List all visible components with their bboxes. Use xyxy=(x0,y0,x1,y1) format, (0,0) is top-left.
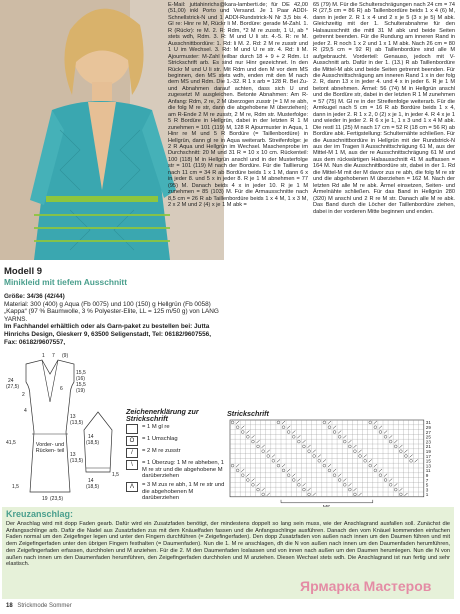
chart-row-label: 7 xyxy=(425,477,429,483)
schema-top-label-3: 15,5 xyxy=(76,370,86,376)
garment-schema xyxy=(4,352,122,502)
chart-row-label: 13 xyxy=(425,463,431,469)
schema-top-label-1: 1 xyxy=(42,353,45,359)
footer-brand: Strickmode Sommer xyxy=(17,603,72,609)
schema-side-label-9: 41,5 xyxy=(6,440,16,446)
chart-row-label: 17 xyxy=(425,453,431,459)
sleeve-label-4: (18,5) xyxy=(86,484,100,490)
legend-symbol-knit xyxy=(126,424,138,434)
legend-symbol-yarnover: O xyxy=(126,436,138,446)
legend-title: Zeichenerklärung zur Strickschrift xyxy=(126,407,199,423)
schema-center-label: Vorder- und Rücken- teil xyxy=(35,442,65,454)
schema-top-label-4: (9) xyxy=(62,353,69,359)
material-line: Material: 300 (400) g Aqua (Fb 0075) und 100 (150) g Hellgrün (Fb 0058) „Kappa“ (97 % Baumwolle, 3 % Polyester-Elite, LL = 125 m/50 g) von LANG YARNS. xyxy=(4,300,219,323)
schema-top-label-2: 7 xyxy=(52,353,55,359)
chart-row-label: 5 xyxy=(425,482,429,488)
legend-text: = 1 Umschlag xyxy=(142,436,178,443)
legend-item xyxy=(126,482,226,502)
schema-side-label-4: 15,5 xyxy=(76,382,86,388)
schema-side-label-1: 24 xyxy=(8,378,14,384)
chart-row-label: 23 xyxy=(425,439,431,445)
schema-side-label-8: (13,5) xyxy=(70,420,84,426)
schema-side-label-7: 13 xyxy=(70,414,76,420)
shop-line: Im Fachhandel erhältlich oder als Garn-paket zu bestellen bei: Jutta Hinrichs Design, Gieskerr 9, 63500 Seligenstadt, Tel: 06182/9607556, Fax: 06182/9607557, xyxy=(4,323,211,346)
schema-side-label-5: (19) xyxy=(76,388,85,394)
schema-side-label-2: (27,5) xyxy=(6,384,20,390)
kreuzanschlag-title: Kreuzanschlag: xyxy=(6,509,74,519)
watermark: Ярмарка Мастеров xyxy=(300,578,432,594)
stitch-chart xyxy=(228,418,454,508)
legend-text: = 3 M zus re abh, 1 M re str und die abgehobenen M darüberziehen xyxy=(142,481,225,502)
size-line: Größe: 34/36 (42/44) xyxy=(4,293,65,300)
chart-row-label: 31 xyxy=(425,420,431,426)
chart-title: Strickschrift xyxy=(227,409,269,418)
kreuzanschlag-text: Der Anschlag wird mit dopp Faden gearb. Dafür wird ein Zusatzfaden benötigt, der mindestens doppelt so lang sein muss, wie der Anschlagrand ausfallen soll. Zunächst die Anfangsschlinge arb. Dafür die Nadel aus Zusatzfaden zus mit dem Knäuelfaden fassen und die Anfangsschlinge ausführen. Danach den vom Knäuel kommenden einfachen Faden normal um den Zeigefinger legen und unter den Fingern durchführen (= Zeigefingerfaden). Den dopp Zusatzfaden von außen nach innen um den Daumen führen und mit dem Zeigefingerfaden unter den übrigen Fingern festhalten (= Daumenfaden). Nun die 1. M re anschlagen, dh die N von außen nach innen um den Daumenfaden herumführen, den Zeigefingerfaden erfassen, durchholen und M anziehen. Für die 2. M den Daumenfaden loslassen und von innen nach außen um den Daumen herumlegen. Nun die N von außen nach innen um den Daumenfaden herumführen, den Zeigefingerfaden durchholen und M anziehen. Diesen Wechsel stets wdh. Die Anschlagrand ist nun fertig und sehr elastisch. xyxy=(6,521,450,568)
page-footer xyxy=(6,603,72,609)
chart-row-label: 21 xyxy=(425,444,431,450)
schema-side-label-10: 13 xyxy=(70,452,76,458)
sleeve-label-1: 14 xyxy=(88,434,94,440)
schema-bottom-label-3: 6 xyxy=(60,386,63,392)
model-title: Modell 9 xyxy=(4,266,43,277)
chart-row-label: 1 xyxy=(425,492,429,498)
left-text-block xyxy=(4,266,224,346)
legend-text: = 2 M re zusstr xyxy=(142,448,181,455)
schema-side-label-3: 2 xyxy=(22,392,25,398)
chart-row-label: 3 xyxy=(425,487,429,493)
schema-bottom-label-1: 19 xyxy=(42,496,48,502)
chart-ms-bracket xyxy=(281,500,373,503)
schema-side-label-6: 4 xyxy=(24,408,27,414)
page-number: 18 xyxy=(6,603,13,609)
schema-side-label-11: (13,5) xyxy=(70,458,84,464)
chart-row-label: 11 xyxy=(425,468,431,474)
chart-row-label: 19 xyxy=(425,449,431,454)
schema-side-label-12: 1,5 xyxy=(12,484,19,490)
legend xyxy=(126,409,226,502)
legend-symbol-skp: \ xyxy=(126,460,138,470)
sleeve-label-2: (18,5) xyxy=(86,440,100,446)
sleeve-label-5: 1,5 xyxy=(112,472,119,478)
chart-row-label: 9 xyxy=(425,473,429,478)
legend-symbol-k2tog: / xyxy=(126,448,138,458)
schema-bottom-label-2: (23,5) xyxy=(50,496,64,502)
schema-top-label-5: (16) xyxy=(76,376,85,382)
legend-item xyxy=(126,436,226,446)
instruction-column-2: 65 (79) M. Für die Schulterschrägungen nach 24 cm = 74 R (27,5 cm = 86 R) ab Taillenbordüre beids 1 x 4 (6) M, dann in jeder 2. R 1 x 4 und 2 x je 5 (3 x je 5) M abk. Gleichzeitig mit der 1. Schulterabnahme für den Halsausschnitt die mittl 31 M abk und beide Seiten getrennt beenden. Für die Rundung am inneren Rand in jeder 2. R noch 1 x 2 und 1 x 1 M abk. Nach 26 cm = 80 R (29,5 cm = 92 R) ab Taillenbordüre sind alle M aufgebraucht. Vorderteil: Genauso, jedoch mit V-Ausschnitt arb. Dafür in der 1. (13.) R ab Taillenbordüre die Mittel-M abk und beide Seiten getrennt beenden. Für die Ausschnittschrägung am inneren Rand 1 x in der folg 2. R, dann 13 x in jeder 4. und 4 x in jeder 6. R je 1 M betont abnehmen. Ärmel: 56 (74) M in Hellgrün anschl und die Bordüre str, dabei in der letzten R 1 M zunehmen = 57 (75) M. Gl re in der Streifenfolge weiterarb. Für die Armkugel nach 5 cm = 16 R ab Bordüre beids 1 x 4, dann in jeder 2. R 1 x 2, 0 (2) x je 1, in jeder 4. R 4 x je 1 und wieder in jeder 2. R 6 x je 1, 1 x 3 und 1 x 4 M abk. Die restl 11 (25) M nach 17 cm = 52 R (18 cm = 56 R) ab Bordüre abk. Fertigstellung: Schulternähte schließen. Für die Ausschnittbordüre in Hellgrün mit der Rundstrick-N aus der im Tragen li Ausschnittschrägung 61 M, aus der Mittel-M 1 M, aus der re Ausschnittschrägung 61 M und aus dem rückwärtigen Halsausschnitt 41 M auffassen = 164 M. Nun die Ausschnittbordüre str, dabei in der 1. Rd die Mittel-M mit der M davor zus re abh, die folg M re str und die abgehobenen M überziehen = 162 M. Nach der letzten Rd alle M re abk. Ärmel einsetzen, Seiten- und Ärmelnähte schließen. Für das Band in Hellgrün 280 (320) M anschl und 2 R re M str. Danach alle M re abk. Das Band durch die Löcher der Taillenbordüre ziehen, dabei in der vorderen Mitte beginnen und enden. xyxy=(313,2,455,215)
legend-item xyxy=(126,448,226,458)
legend-text: = 1 Überzug: 1 M re abheben, 1 M re str und die abgehobene M darüberziehen xyxy=(142,460,225,480)
legend-text: = 1 M gl re xyxy=(142,424,170,431)
sleeve-label-3: 14 xyxy=(88,478,94,484)
chart-row-label: 15 xyxy=(425,458,431,464)
instruction-column-1: E-Mail: juttahinrichs@kara-lamberti.de; für DE 42,00 (51,00) inkl Porto und Versand. Je 1 Paar ADDI-Schnellstrick-N und 1 ADDI-Rundstrick-N Nr 3,5 bis 4. Gl re: Hinr re M, Rückr li M. Bordüre: gerade M-Zahl. 1. R (Rückr): re M. 2. R: Rdm, *2 M re zusstr, 1 U, ab * stets wdh, Rdm. 3. R: M und U li str. 4.-5. R: re M. Ausschnittbordüre: 1. Rd: li M. 2. Rd: 2 M re zusstr und 1 U im Wechsel. 3. Rd: M und U re str. 4. Rd: li M. Ajourmuster: M-Zahl teilbar durch 18 + 9 + 2 Rdm. Lt Strickschrift arb. Es sind nur Hinr gezeichnet. In den Rückr M und U li str. Mit Rdm und den M vor dem MS beginnen, den MS stets wdh, enden mit den M nach dem MS und Rdm. Die 1.-32. R 1 x arb = 128 R. Bei Zu- und Abnahmen darauf achten, dass sich U und zugesetzt M ausgleichen. Betonte Abnahmen: Am R-Anfang: Rdm, 2 re, 2 M überzogen zusstr (= 1 M re abh, die folg M re str, dann die abgehobene M überziehen); am R-Ende 2 M re zusstr, 2 M re, Rdm str. Musterfolge: 5 R Bordüre in Hellgrün, dabei in der letzten R 1 M zunehmen = 101 (119) M, 128 R Ajourmuster in Aqua, 1 Hinr re M und 5 R Bordüre (= Taillenbordüre) in Hellgrün, dann gl re in Aqua weiterarb. Streifenfolge: je 2 R Aqua und Hellgrün im Wechsel. Maschenprobe im Durchschnitt: 20 M und 31 R = 10 x 10 cm. Rückenteil: 100 (118) M in Hellgrün anschl und in der Musterfolge str = 101 (119) M nach der Bordüre. Für die Taillierung nach 11 cm = 34 R ab Bordüre beids 1 x 1 M, dann 6 x in jeder 8. und 5 x in jeder 8. R je 1 M abnehmen = 77 (95) M. Danach beids 4 x in jeder 10. R je 1 M zunehmen = 85 (103) M. Für die Armausschnitte nach 8,5 cm = 26 R ab Taillenbordüre beids 1 x 4 M, 1 x 3 M, 2 x 2 M und 2 (4) x je 1 M abk = xyxy=(168,2,308,209)
legend-symbol-sk2p: Λ xyxy=(126,482,138,492)
model-subtitle: Minikleid mit tiefem Ausschnitt xyxy=(4,277,128,287)
chart-row-label: 27 xyxy=(425,429,431,435)
chart-row-label: 29 xyxy=(425,425,431,430)
legend-item xyxy=(126,424,226,434)
legend-item xyxy=(126,460,226,480)
chart-row-label: 25 xyxy=(425,434,431,440)
